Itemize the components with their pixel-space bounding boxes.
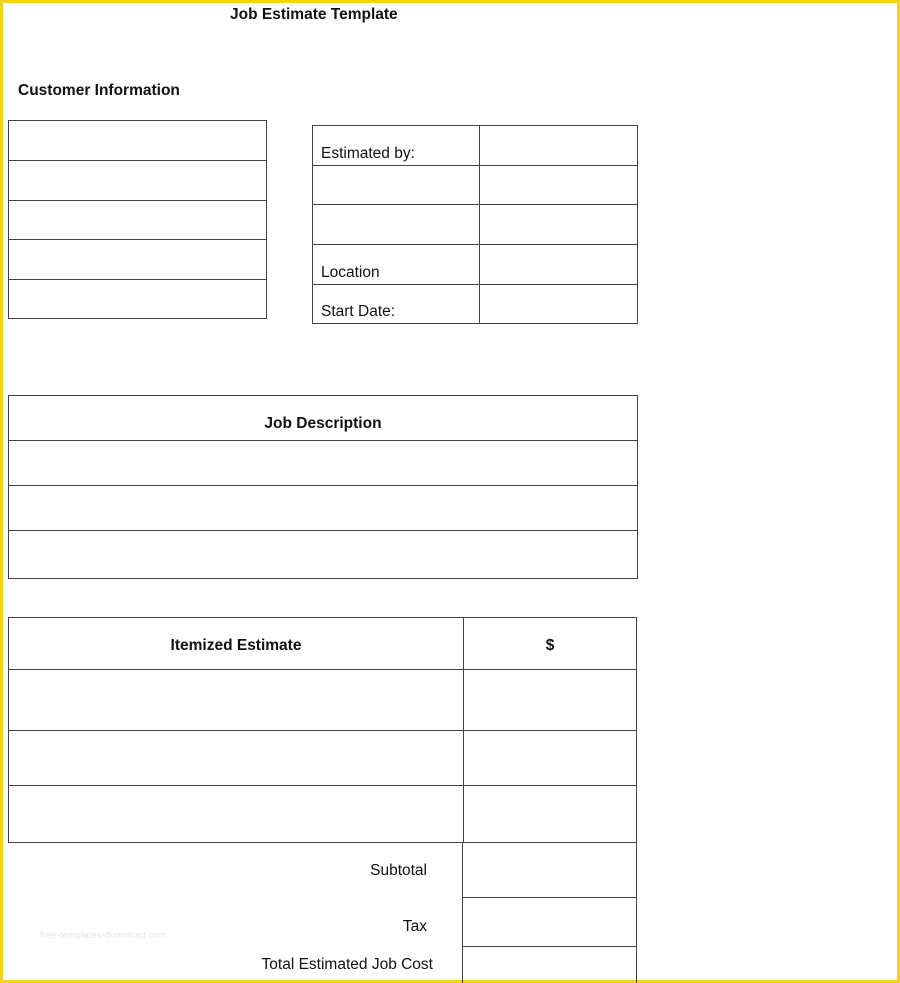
customer-information-heading: Customer Information — [18, 82, 180, 99]
item-description-2[interactable] — [9, 731, 462, 784]
start-date-label: Start Date: — [321, 303, 396, 320]
totals-row-divider — [462, 946, 637, 947]
estimated-by-field[interactable] — [480, 126, 637, 164]
amount-header: $ — [545, 637, 555, 654]
total-cost-field[interactable] — [464, 948, 636, 980]
document-title: Job Estimate Template — [230, 6, 398, 23]
totals-left-border — [462, 842, 463, 983]
item-description-1[interactable] — [9, 670, 462, 729]
start-date-field[interactable] — [480, 285, 637, 323]
item-description-3[interactable] — [9, 786, 462, 842]
customer-field-4[interactable] — [9, 240, 266, 278]
totals-right-border — [636, 842, 637, 983]
item-amount-3[interactable] — [464, 786, 636, 842]
location-label: Location — [321, 264, 380, 281]
customer-field-2[interactable] — [9, 161, 266, 199]
customer-field-1[interactable] — [9, 121, 266, 159]
job-description-header: Job Description — [264, 415, 382, 432]
job-description-line-1[interactable] — [9, 441, 637, 484]
job-description-line-2[interactable] — [9, 486, 637, 529]
estimate-info-field-3[interactable] — [480, 205, 637, 243]
customer-field-5[interactable] — [9, 279, 266, 317]
item-amount-2[interactable] — [464, 731, 636, 784]
subtotal-label: Subtotal — [370, 862, 427, 879]
subtotal-field[interactable] — [464, 844, 636, 896]
total-estimated-job-cost-label: Total Estimated Job Cost — [261, 956, 433, 973]
tax-field[interactable] — [464, 899, 636, 945]
customer-field-3[interactable] — [9, 200, 266, 238]
totals-row-divider — [462, 897, 637, 898]
watermark-text: free-templates-download.com — [40, 930, 167, 940]
location-field[interactable] — [480, 245, 637, 283]
itemized-estimate-header: Itemized Estimate — [170, 637, 302, 654]
estimate-info-field-2[interactable] — [480, 166, 637, 204]
tax-label: Tax — [402, 918, 427, 935]
estimated-by-label: Estimated by: — [321, 145, 415, 162]
job-description-line-3[interactable] — [9, 531, 637, 577]
item-amount-1[interactable] — [464, 670, 636, 729]
